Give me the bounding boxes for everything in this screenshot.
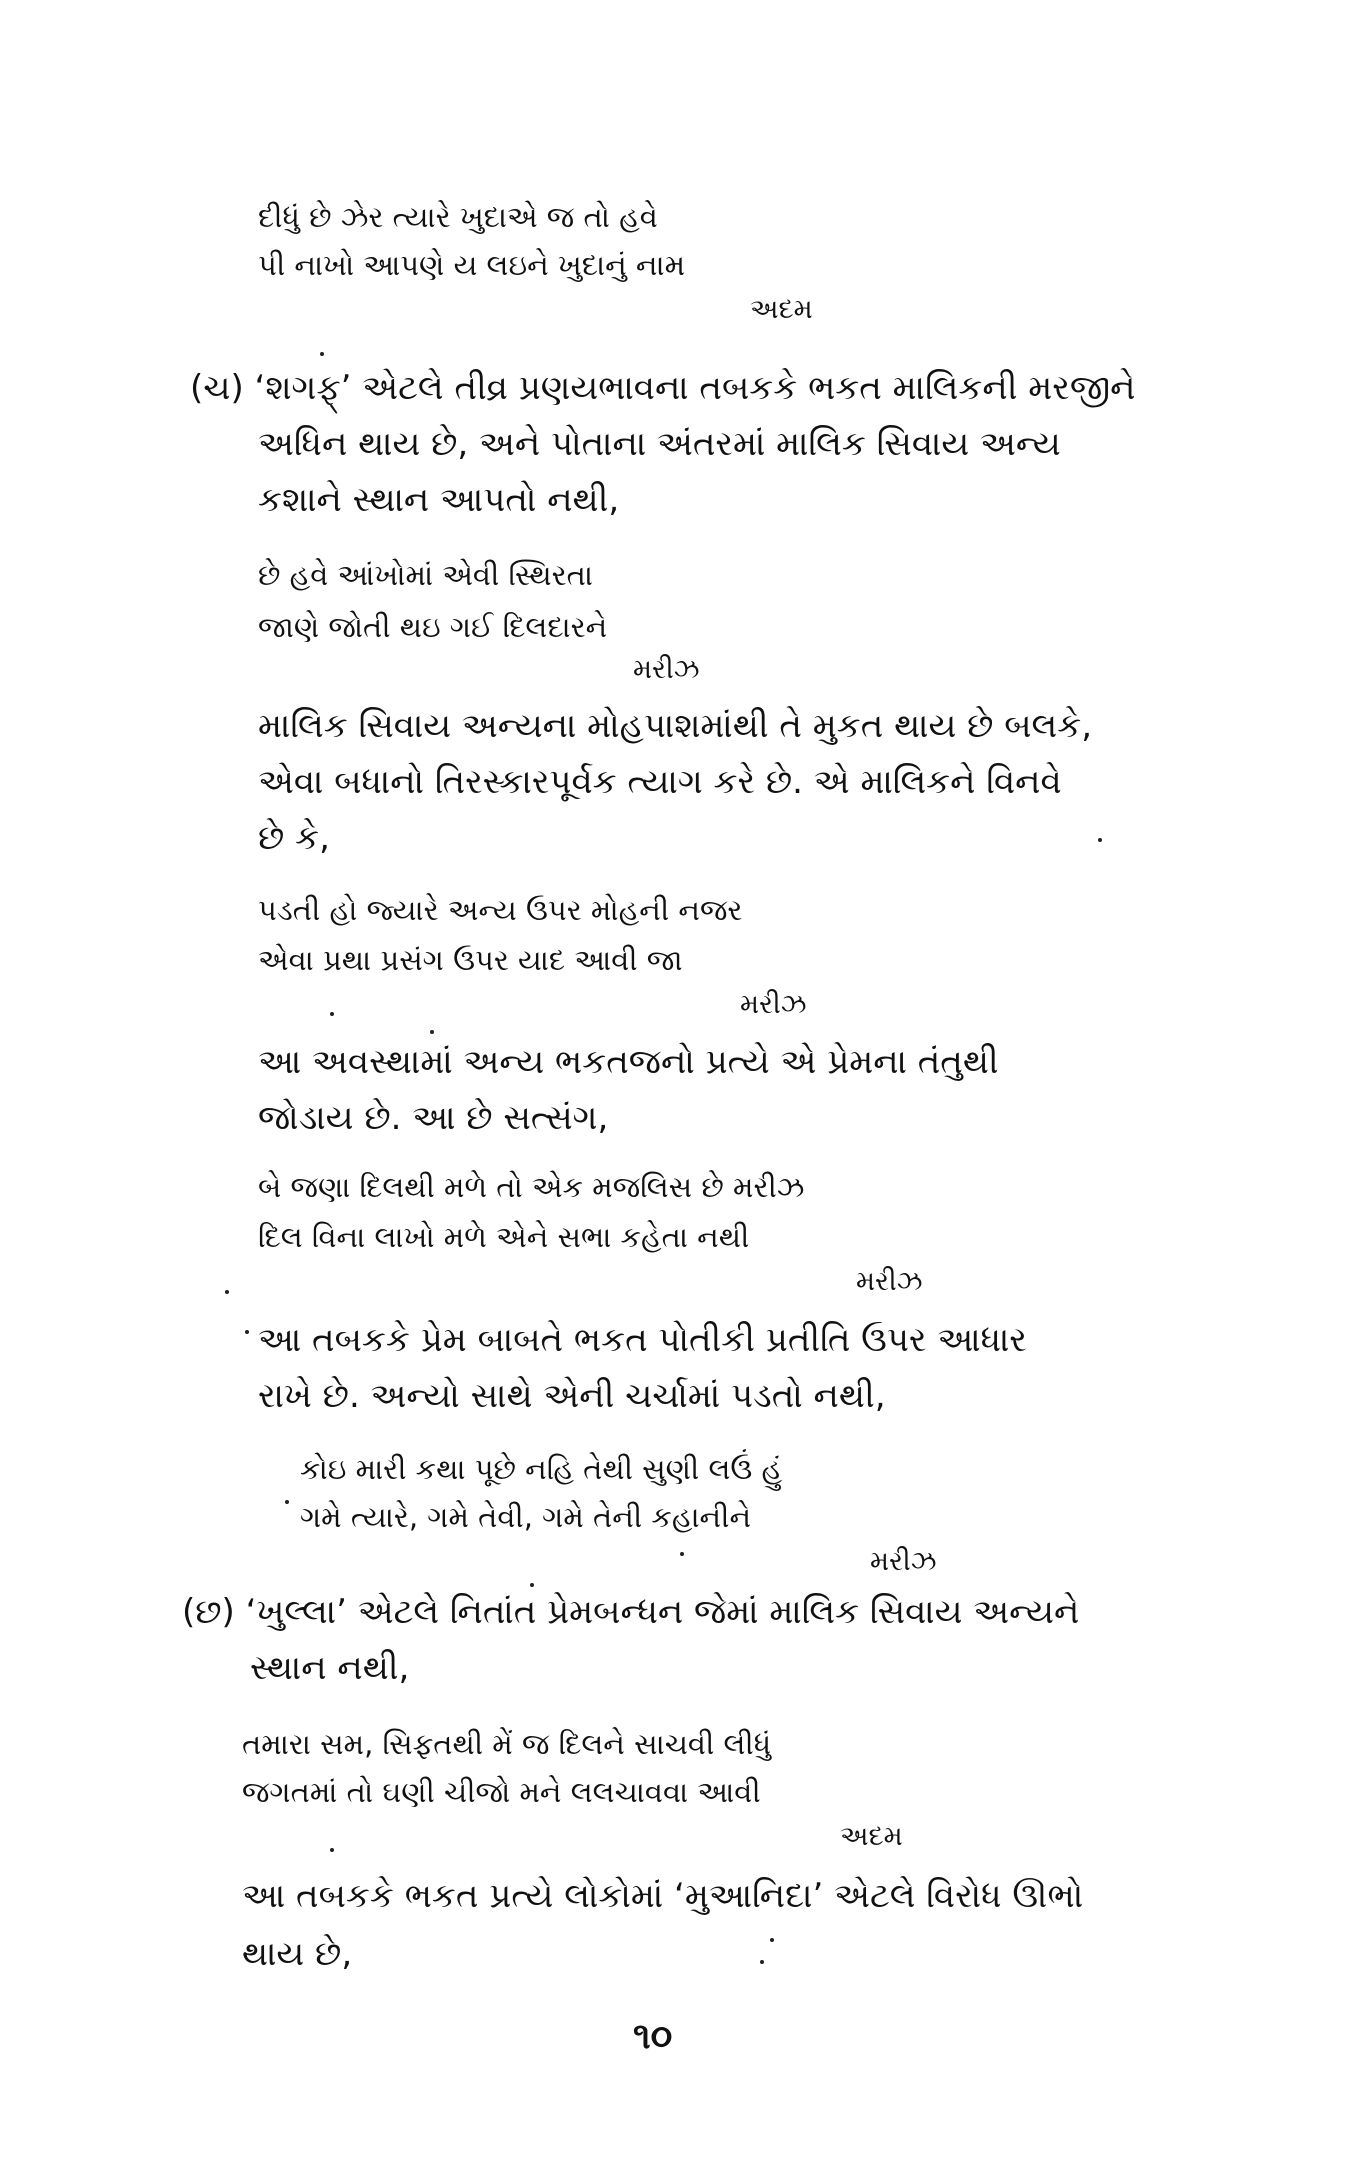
scan-speck [320,352,324,356]
scan-speck [680,1552,684,1556]
verse-5 [300,1452,1000,1587]
scan-speck [770,1938,774,1942]
verse-attribution: અદમ [750,294,813,325]
verse-line: પડતી હો જ્યારે અન્ય ઉપર મોહની નજર [258,893,743,927]
verse-line: જગતમાં તો ઘણી ચીજો મને લલચાવવા આવી [242,1775,761,1809]
verse-line: તમારા સમ, સિફતથી મેં જ દિલને સાચવી લીધું [242,1727,772,1761]
verse-line: દિલ વિના લાખો મળે એને સભા કહેતા નથી [258,1220,750,1254]
verse-attribution: અદમ [840,1821,903,1852]
verse-1 [258,200,878,335]
verse-attribution: મરીઝ [740,989,807,1020]
paragraph-3 [258,1320,1198,1430]
paragraph-1 [258,706,1198,866]
verse-3 [258,893,878,1028]
verse-line: જાણે જોતી થઇ ગઈ દિલદારને [258,610,608,644]
paragraph-line: માલિક સિવાય અન્યના મોહપાશમાંથી તે મુકત થાય છે બલકે, [258,706,1093,746]
scan-speck [530,1583,534,1587]
scan-speck [330,1848,334,1852]
paragraph-line: થાય છે, [242,1934,353,1974]
paragraph-2 [258,1042,1198,1152]
verse-line: દીધું છે ઝેર ત્યારે ખુદાએ જ તો હવે [258,200,658,234]
paragraph-line: આ તબકકે ભકત પ્રત્યે લોકોમાં ‘મુઆનિદા’ એટલે વિરોધ ઊભો [242,1876,1084,1916]
verse-6 [242,1727,942,1862]
scan-speck [245,1330,249,1334]
scan-speck [430,1030,434,1034]
verse-4 [258,1170,958,1305]
paragraph-line: અધિન થાય છે, અને પોતાના અંતરમાં માલિક સિવાય અન્ય [258,424,1061,464]
page-number: ૧૦ [633,2016,673,2057]
paragraph-line: રાખે છે. અન્યો સાથે એની ચર્ચામાં પડતો નથી, [258,1376,886,1416]
verse-attribution: મરીઝ [870,1546,937,1577]
paragraph-line: (ચ) ‘શગફ્’ એટલે તીવ્ર પ્રણયભાવના તબકકે ભકત માલિકની મરજીને [190,368,1136,408]
verse-line: છે હવે આંખોમાં એવી સ્થિરતા [258,558,593,592]
list-item-chh [182,1592,1182,1702]
scan-speck [760,1960,764,1964]
verse-attribution: મરીઝ [633,654,700,685]
list-item-ch [190,368,1190,528]
verse-line: ગમે ત્યારે, ગમે તેવી, ગમે તેની કહાનીને [300,1500,752,1534]
paragraph-line: (છ) ‘ખુલ્લા’ એટલે નિતાંત પ્રેમબન્ધન જેમાં માલિક સિવાય અન્યને [182,1592,1080,1632]
paragraph-line: સ્થાન નથી, [250,1648,410,1688]
paragraph-line: છે કે, [258,818,330,858]
verse-line: કોઇ મારી કથા પૂછે નહિ તેથી સુણી લઉં હું [300,1452,783,1486]
paragraph-line: કશાને સ્થાન આપતો નથી, [258,480,620,520]
paragraph-line: આ અવસ્થામાં અન્ય ભકતજનો પ્રત્યે એ પ્રેમના તંતુથી [258,1042,999,1082]
paragraph-line: જોડાય છે. આ છે સત્સંગ, [258,1098,609,1138]
verse-line: પી નાખો આપણે ય લઇને ખુદાનું નામ [258,248,686,282]
paragraph-line: આ તબકકે પ્રેમ બાબતે ભકત પોતીકી પ્રતીતિ ઉપર આધાર [258,1320,1027,1360]
verse-attribution: મરીઝ [856,1266,923,1297]
scan-speck [285,1500,289,1504]
verse-2 [258,558,818,688]
scan-speck [330,1012,334,1016]
scan-speck [1098,838,1102,842]
paragraph-line: એવા બધાનો તિરસ્કારપૂર્વક ત્યાગ કરે છે. એ માલિકને વિનવે [258,762,1062,802]
verse-line: બે જણા દિલથી મળે તો એક મજલિસ છે મરીઝ [258,1170,805,1204]
verse-line: એવા પ્રથા પ્રસંગ ઉપર યાદ આવી જા [258,943,683,977]
paragraph-4 [242,1876,1202,1986]
scan-speck [225,1290,229,1294]
